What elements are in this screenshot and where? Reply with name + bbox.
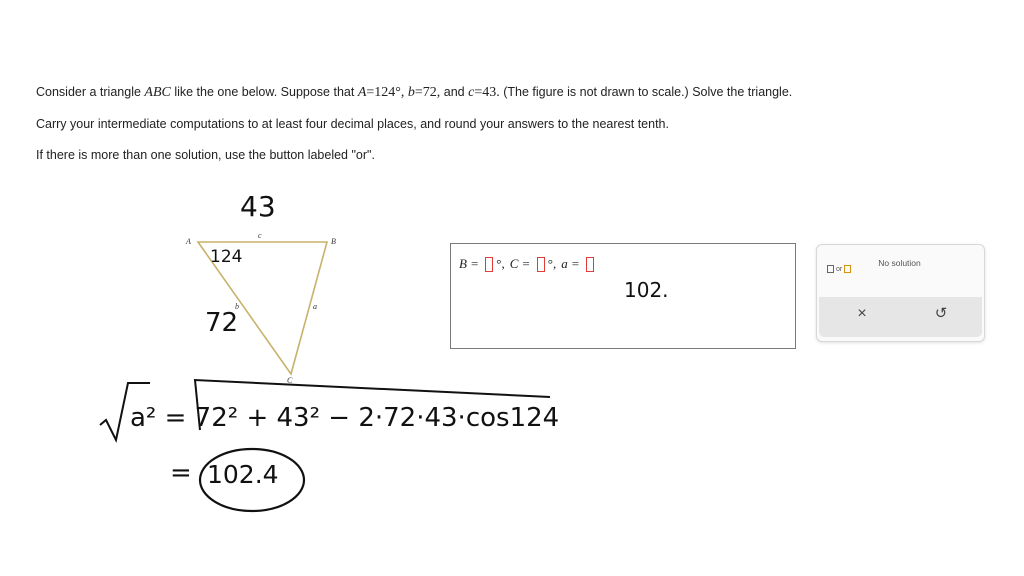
handwritten-side-b: 72 (205, 308, 239, 338)
triangle-name: ABC (144, 85, 171, 100)
side-a-label: a (313, 302, 317, 311)
question-line-2: Carry your intermediate computations to at least four decimal places, and round your answers to the nearest tenth. (36, 117, 669, 131)
undo-icon[interactable]: ↺ (934, 305, 948, 322)
answer-C-label: C (509, 256, 519, 271)
equals-sign: = (470, 256, 479, 271)
side-c-label: c (258, 231, 262, 240)
vertex-A-label: A (186, 237, 191, 246)
vertex-C-label: C (287, 376, 293, 385)
handwritten-formula: a² = 72² + 43² − 2·72·43·cos124 (130, 403, 560, 433)
question-text: (The figure is not drawn to scale.) Solve the triangle. (499, 85, 793, 99)
question-text: Consider a triangle (36, 85, 145, 99)
handwritten-angle-A: 124 (210, 247, 243, 267)
side-b-label: b (235, 302, 239, 311)
handwritten-equals: = (170, 458, 192, 488)
clear-icon[interactable]: × (857, 305, 867, 322)
answer-B-label: B (459, 256, 467, 271)
degree-separator: °, (496, 256, 505, 271)
handwritten-side-c: 43 (240, 190, 276, 223)
value-c: =43. (474, 85, 500, 100)
value-b: =72, (414, 85, 444, 100)
or-label: or (836, 265, 843, 273)
handwritten-answer-a: 102. (624, 278, 669, 302)
var-c: c (468, 85, 475, 100)
answer-a-label: a (561, 256, 568, 271)
equals-sign: = (571, 256, 580, 271)
handwritten-result: 102.4 (207, 460, 279, 489)
equals-sign: = (522, 256, 530, 271)
degree-separator: °, (547, 256, 557, 271)
var-A: A (357, 85, 367, 100)
question-line-3: If there is more than one solution, use the button labeled "or". (36, 148, 375, 162)
question-text: and (443, 85, 469, 99)
no-solution-button[interactable]: No solution (878, 258, 921, 268)
var-b: b (407, 85, 415, 100)
question-text: like the one below. Suppose that (170, 85, 358, 99)
value-A: =124°, (366, 85, 408, 100)
vertex-B-label: B (331, 237, 336, 246)
